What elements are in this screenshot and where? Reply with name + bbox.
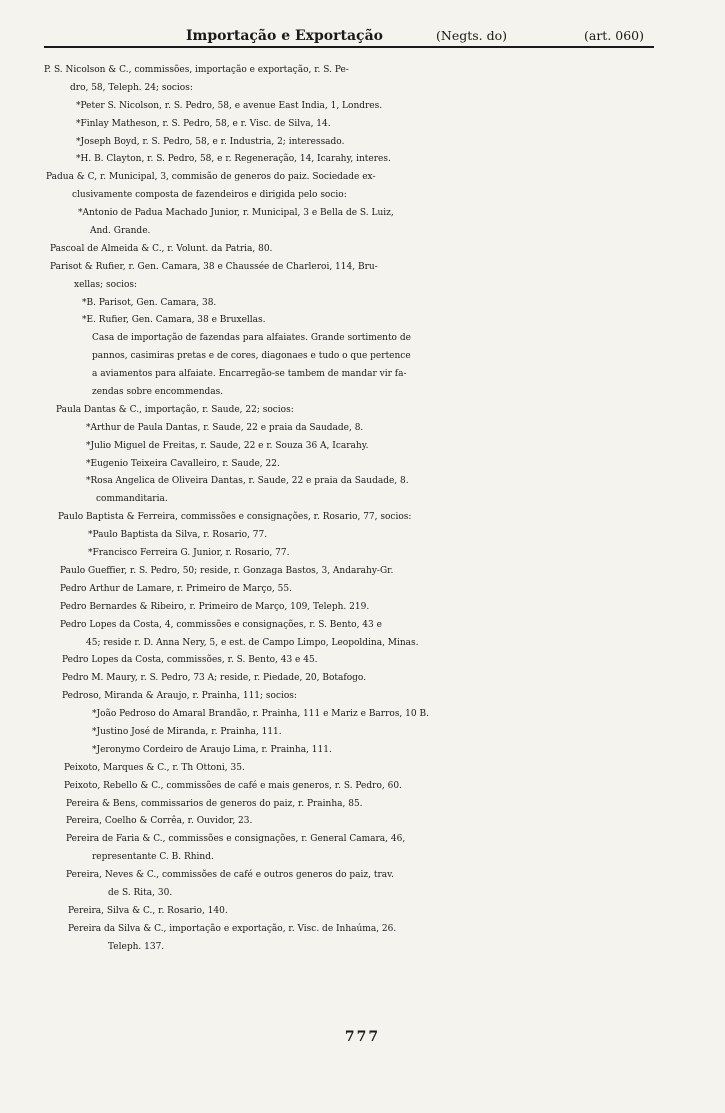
entry-line: dro, 58, Teleph. 24; socios: xyxy=(70,82,193,93)
entry-line: *E. Rufier, Gen. Camara, 38 e Bruxellas. xyxy=(82,315,266,326)
entry-line: *Eugenio Teixeira Cavalleiro, r. Saude, 22. xyxy=(86,458,280,469)
entry-line: Padua & C, r. Municipal, 3, commisão de generos do paiz. Sociedade ex- xyxy=(46,172,376,183)
entry-line: Pedro Lopes da Costa, commissões, r. S. Bento, 43 e 45. xyxy=(62,655,318,666)
header-article: (art. 060) xyxy=(584,28,645,43)
header-subtitle: (Negts. do) xyxy=(436,28,508,43)
entry-line: Paulo Baptista & Ferreira, commissões e consignações, r. Rosario, 77, socios: xyxy=(58,512,412,523)
entry-line: de S. Rita, 30. xyxy=(108,887,173,898)
entry-line: *Francisco Ferreira G. Junior, r. Rosario, 77. xyxy=(88,548,290,559)
entry-line: Pedro Arthur de Lamare, r. Primeiro de Março, 55. xyxy=(60,583,292,594)
entry-line: Pedro Lopes da Costa, 4, commissões e consignações, r. S. Bento, 43 e xyxy=(60,619,382,630)
entry-line: *Joseph Boyd, r. S. Pedro, 58, e r. Industria, 2; interessado. xyxy=(76,136,345,147)
entry-line: Parisot & Rufier, r. Gen. Camara, 38 e Chaussée de Charleroi, 114, Bru- xyxy=(50,261,378,272)
entry-line: *B. Parisot, Gen. Camara, 38. xyxy=(82,297,217,308)
entry-line: Pereira de Faria & C., commissões e consignações, r. General Camara, 46, xyxy=(66,834,406,845)
entry-line: commanditaria. xyxy=(96,494,168,505)
entry-line: 45; reside r. D. Anna Nery, 5, e est. de Campo Limpo, Leopoldina, Minas. xyxy=(86,637,419,648)
running-header xyxy=(44,26,654,48)
entry-line: Pedro M. Maury, r. S. Pedro, 73 A; reside, r. Piedade, 20, Botafogo. xyxy=(62,673,367,684)
entry-line: Pedroso, Miranda & Araujo, r. Prainha, 111; socios: xyxy=(62,691,297,702)
directory-entries xyxy=(0,62,725,957)
entry-line: clusivamente composta de fazendeiros e dirigida pelo socio: xyxy=(72,190,347,201)
entry-line: Pereira, Neves & C., commissões de café e outros generos do paiz, trav. xyxy=(66,870,395,881)
entry-line: Pedro Bernardes & Ribeiro, r. Primeiro de Março, 109, Teleph. 219. xyxy=(60,601,370,612)
entry-line: Pereira, Silva & C., r. Rosario, 140. xyxy=(68,905,228,916)
entry-line: Paula Dantas & C., importação, r. Saude, 22; socios: xyxy=(56,404,294,415)
entry-line: Pereira & Bens, commissarios de generos do paiz, r. Prainha, 85. xyxy=(66,798,363,809)
entry-line: *Justino José de Miranda, r. Prainha, 111. xyxy=(92,726,282,737)
entry-line: a aviamentos para alfaiate. Encarregão-se tambem de mandar vir fa- xyxy=(92,369,407,380)
entry-line: P. S. Nicolson & C., commissões, importação e exportação, r. S. Pe- xyxy=(44,65,349,75)
header-title: Importação e Exportação xyxy=(186,28,383,44)
entry-line: *Antonio de Padua Machado Junior, r. Municipal, 3 e Bella de S. Luiz, xyxy=(78,208,394,219)
entry-line: Peixoto, Rebello & C., commissões de café e mais generos, r. S. Pedro, 60. xyxy=(64,780,402,791)
entry-line: Teleph. 137. xyxy=(108,941,165,952)
entry-line: Casa de importação de fazendas para alfaiates. Grande sortimento de xyxy=(92,333,411,344)
entry-line: representante C. B. Rhind. xyxy=(92,852,214,863)
entry-line: *Jeronymo Cordeiro de Araujo Lima, r. Prainha, 111. xyxy=(92,744,332,755)
entry-line: *Arthur de Paula Dantas, r. Saude, 22 e praia da Saudade, 8. xyxy=(86,422,364,433)
entry-line: Pascoal de Almeida & C., r. Volunt. da Patria, 80. xyxy=(50,243,273,254)
entry-line: *H. B. Clayton, r. S. Pedro, 58, e r. Regeneração, 14, Icarahy, interes. xyxy=(76,154,391,165)
entry-line: Paulo Gueffier, r. S. Pedro, 50; reside, r. Gonzaga Bastos, 3, Andarahy-Gr. xyxy=(60,565,394,576)
entry-line: *Julio Miguel de Freitas, r. Saude, 22 e r. Souza 36 A, Icarahy. xyxy=(86,440,369,451)
entry-line: Pereira da Silva & C., importação e exportação, r. Visc. de Inhaúma, 26. xyxy=(68,923,397,934)
entry-line: *Peter S. Nicolson, r. S. Pedro, 58, e avenue East India, 1, Londres. xyxy=(76,100,383,111)
entry-line: Pereira, Coelho & Corrêa, r. Ouvidor, 23. xyxy=(66,816,253,827)
page-number: 777 xyxy=(344,1029,381,1045)
entry-line: pannos, casimiras pretas e de cores, diagonaes e tudo o que pertence xyxy=(92,351,411,362)
entry-line: *João Pedroso do Amaral Brandão, r. Prainha, 111 e Mariz e Barros, 10 B. xyxy=(92,709,429,720)
entry-line: xellas; socios: xyxy=(74,279,138,290)
entry-line: And. Grande. xyxy=(90,226,151,237)
entry-line: *Paulo Baptista da Silva, r. Rosario, 77. xyxy=(88,530,268,541)
entry-line: *Rosa Angelica de Oliveira Dantas, r. Saude, 22 e praia da Saudade, 8. xyxy=(86,476,409,487)
entry-line: Peixoto, Marques & C., r. Th Ottoni, 35. xyxy=(64,762,245,773)
entry-line: zendas sobre encommendas. xyxy=(92,387,224,398)
entry-line: *Finlay Matheson, r. S. Pedro, 58, e r. Visc. de Silva, 14. xyxy=(76,118,331,129)
